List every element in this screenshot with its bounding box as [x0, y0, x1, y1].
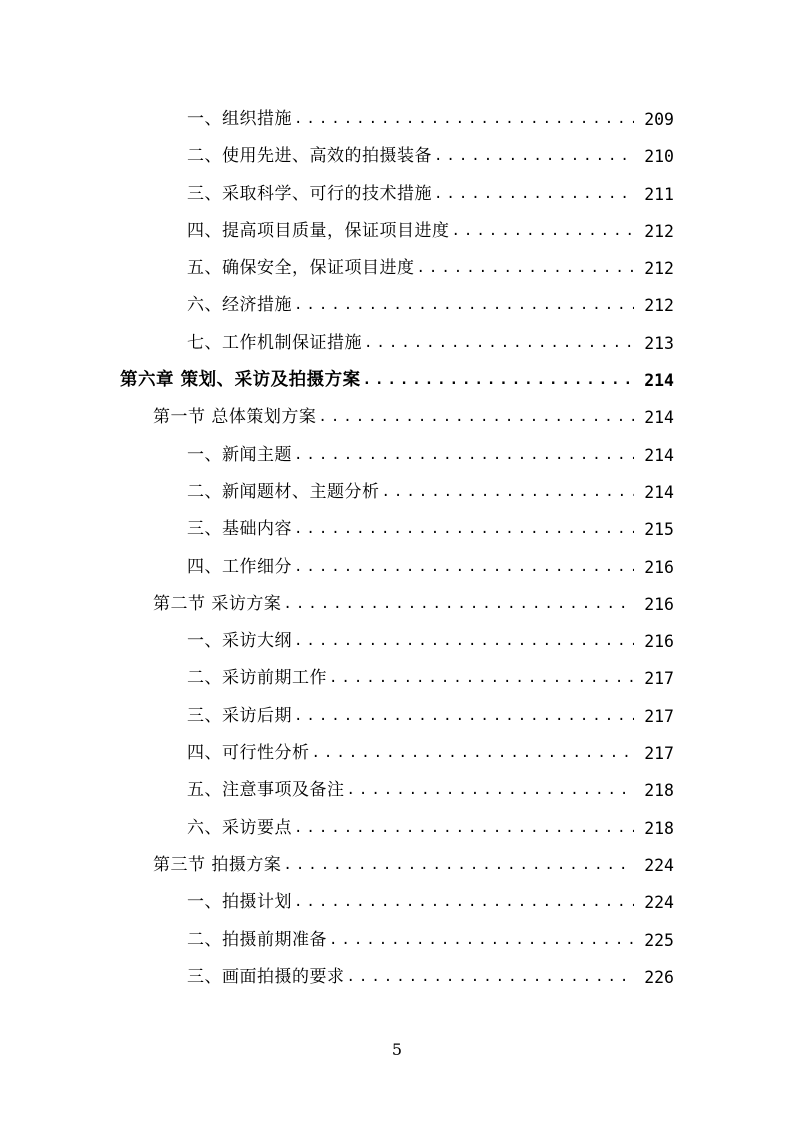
toc-dot-leader — [294, 549, 634, 586]
toc-section-entry[interactable] — [0, 399, 794, 436]
toc-entry-title: 第三节 拍摄方案 — [153, 854, 282, 875]
toc-dot-leader — [382, 474, 635, 511]
toc-dot-leader — [347, 959, 635, 996]
toc-dot-leader — [318, 399, 634, 436]
toc-item-entry[interactable] — [0, 437, 794, 474]
toc-entry-page-number: 212 — [644, 296, 674, 316]
toc-entry-title: 四、可行性分析 — [187, 743, 310, 764]
toc-dot-leader — [294, 698, 634, 735]
toc-chapter-entry[interactable] — [0, 362, 794, 399]
toc-entry-page-number: 209 — [644, 110, 674, 129]
toc-entry-page-number: 217 — [644, 744, 674, 764]
toc-item-entry[interactable] — [0, 325, 794, 362]
toc-item-entry[interactable] — [0, 511, 794, 548]
toc-entry-title: 四、工作细分 — [187, 556, 292, 577]
toc-entry-title: 三、画面拍摄的要求 — [187, 966, 345, 987]
toc-section-entry[interactable] — [0, 586, 794, 623]
toc-entry-page-number: 224 — [644, 855, 674, 875]
toc-entry-page-number: 218 — [644, 781, 674, 801]
toc-dot-leader — [312, 735, 635, 772]
toc-dot-leader — [294, 623, 634, 660]
toc-entry-title: 三、采取科学、可行的技术措施 — [187, 183, 432, 204]
toc-entry-page-number: 213 — [644, 333, 674, 353]
toc-item-entry[interactable] — [0, 176, 794, 213]
toc-entry-title: 一、采访大纲 — [187, 631, 292, 652]
toc-entry-page-number: 214 — [644, 371, 674, 391]
toc-dot-leader — [294, 287, 634, 324]
toc-item-entry[interactable] — [0, 213, 794, 250]
toc-entry-title: 一、拍摄计划 — [187, 892, 292, 913]
toc-dot-leader — [363, 362, 634, 399]
toc-entry-title: 一、新闻主题 — [187, 444, 292, 465]
toc-entry-page-number: 212 — [644, 221, 674, 241]
toc-item-entry[interactable] — [0, 250, 794, 287]
toc-entry-title: 第一节 总体策划方案 — [153, 407, 317, 428]
toc-item-entry[interactable] — [0, 698, 794, 735]
toc-dot-leader — [347, 772, 635, 809]
toc-entry-page-number: 224 — [644, 893, 674, 913]
toc-section-entry[interactable] — [0, 847, 794, 884]
toc-entry-title: 三、采访后期 — [187, 705, 292, 726]
toc-dot-leader — [294, 511, 634, 548]
toc-entry-page-number: 211 — [644, 184, 674, 204]
toc-entry-page-number: 216 — [644, 594, 674, 614]
toc-entry-title: 二、使用先进、高效的拍摄装备 — [187, 146, 432, 167]
table-of-contents — [0, 101, 794, 996]
toc-item-entry[interactable] — [0, 138, 794, 175]
toc-dot-leader — [294, 101, 634, 138]
toc-dot-leader — [364, 325, 634, 362]
toc-entry-title: 五、确保安全，保证项目进度 — [187, 258, 415, 279]
toc-item-entry[interactable] — [0, 922, 794, 959]
toc-entry-page-number: 217 — [644, 669, 674, 689]
toc-entry-page-number: 214 — [644, 408, 674, 428]
toc-entry-page-number: 217 — [644, 706, 674, 726]
toc-dot-leader — [283, 586, 634, 623]
toc-entry-title: 七、工作机制保证措施 — [187, 332, 362, 353]
toc-entry-title: 一、组织措施 — [187, 109, 292, 129]
toc-item-entry[interactable] — [0, 549, 794, 586]
toc-entry-title: 二、拍摄前期准备 — [187, 929, 327, 950]
toc-dot-leader — [417, 250, 635, 287]
toc-dot-leader — [329, 922, 634, 959]
toc-dot-leader — [434, 138, 634, 175]
toc-entry-title: 第六章 策划、采访及拍摄方案 — [120, 370, 361, 391]
toc-item-entry[interactable] — [0, 474, 794, 511]
toc-entry-page-number: 218 — [644, 818, 674, 838]
toc-item-entry[interactable] — [0, 959, 794, 996]
toc-item-entry[interactable] — [0, 735, 794, 772]
toc-entry-title: 三、基础内容 — [187, 519, 292, 540]
toc-item-entry[interactable] — [0, 884, 794, 921]
toc-entry-title: 第二节 采访方案 — [153, 593, 282, 614]
toc-entry-page-number: 226 — [644, 967, 674, 987]
toc-entry-page-number: 216 — [644, 632, 674, 652]
toc-entry-page-number: 215 — [644, 520, 674, 540]
toc-dot-leader — [329, 660, 634, 697]
toc-entry-title: 六、经济措施 — [187, 295, 292, 316]
toc-dot-leader — [294, 884, 634, 921]
toc-entry-page-number: 212 — [644, 259, 674, 279]
toc-entry-title: 二、新闻题材、主题分析 — [187, 481, 380, 502]
toc-dot-leader — [452, 213, 635, 250]
toc-entry-page-number: 216 — [644, 557, 674, 577]
page-number: 5 — [391, 1040, 403, 1059]
toc-dot-leader — [294, 810, 634, 847]
toc-entry-title: 四、提高项目质量，保证项目进度 — [187, 220, 450, 241]
toc-entry-page-number: 214 — [644, 482, 674, 502]
toc-entry-page-number: 210 — [644, 147, 674, 167]
toc-item-entry[interactable] — [0, 772, 794, 809]
toc-entry-title: 五、注意事项及备注 — [187, 780, 345, 801]
toc-item-entry[interactable] — [0, 101, 794, 138]
toc-dot-leader — [283, 847, 634, 884]
toc-entry-title: 二、采访前期工作 — [187, 668, 327, 689]
toc-entry-page-number: 225 — [644, 930, 674, 950]
toc-entry-page-number: 214 — [644, 445, 674, 465]
toc-item-entry[interactable] — [0, 810, 794, 847]
toc-dot-leader — [294, 437, 634, 474]
toc-entry-title: 六、采访要点 — [187, 817, 292, 838]
toc-item-entry[interactable] — [0, 623, 794, 660]
toc-dot-leader — [434, 176, 634, 213]
toc-item-entry[interactable] — [0, 287, 794, 324]
toc-item-entry[interactable] — [0, 660, 794, 697]
